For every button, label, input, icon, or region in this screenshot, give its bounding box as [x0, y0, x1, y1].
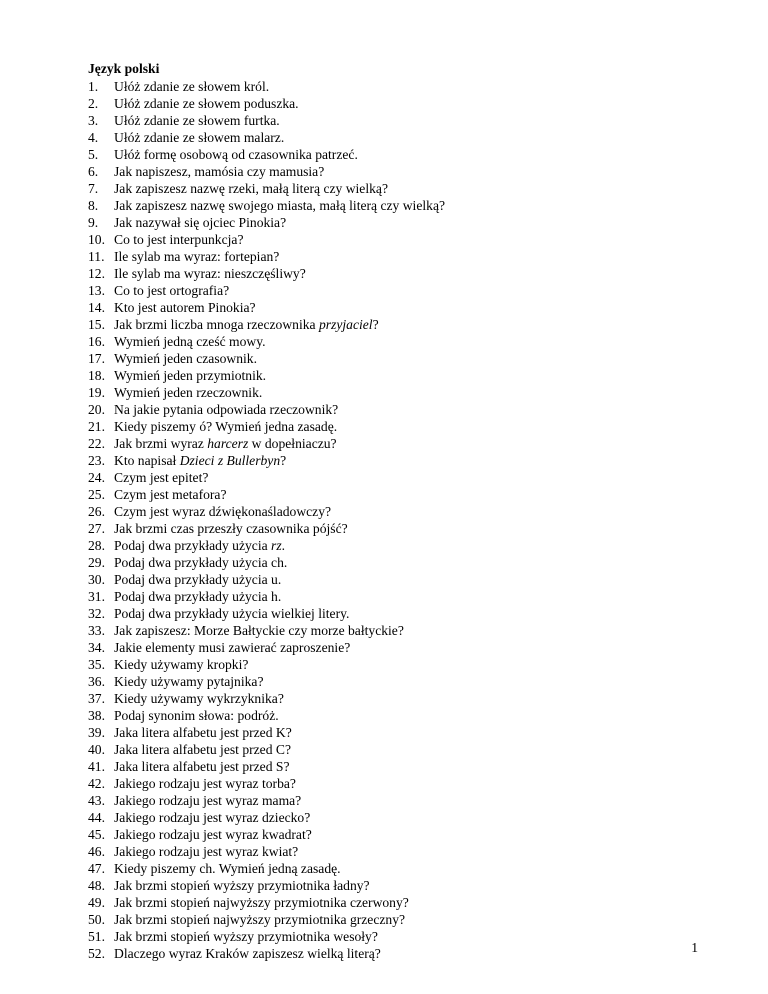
- question-number: 10.: [88, 232, 105, 247]
- question-text: Kiedy piszemy ch. Wymień jedną zasadę.: [114, 861, 341, 876]
- question-number: 51.: [88, 929, 105, 944]
- question-number: 14.: [88, 300, 105, 315]
- question-number: 21.: [88, 419, 105, 434]
- question-item: [88, 299, 445, 316]
- question-number: 45.: [88, 827, 105, 842]
- question-item: [88, 656, 445, 673]
- question-number: 35.: [88, 657, 105, 672]
- question-number: 11.: [88, 249, 105, 264]
- question-item: [88, 435, 445, 452]
- question-text: Jak brzmi liczba mnoga rzeczownika: [114, 317, 319, 332]
- question-text: Jak zapiszesz nazwę rzeki, małą literą czy wielką?: [114, 181, 388, 196]
- question-number: 32.: [88, 606, 105, 621]
- question-item: [88, 928, 445, 945]
- question-text: Jaka litera alfabetu jest przed K?: [114, 725, 292, 740]
- question-text: Kiedy używamy pytajnika?: [114, 674, 264, 689]
- question-text: Ułóż formę osobową od czasownika patrzeć.: [114, 147, 358, 162]
- question-number: 46.: [88, 844, 105, 859]
- question-number: 4.: [88, 130, 99, 145]
- question-item: [88, 673, 445, 690]
- question-item: [88, 486, 445, 503]
- question-item: [88, 894, 445, 911]
- question-number: 37.: [88, 691, 105, 706]
- question-item: [88, 452, 445, 469]
- question-item: [88, 707, 445, 724]
- document-title: Język polski: [88, 61, 160, 76]
- question-item: [88, 741, 445, 758]
- question-number: 43.: [88, 793, 105, 808]
- question-text: Jak brzmi stopień wyższy przymiotnika wesoły?: [114, 929, 378, 944]
- question-number: 16.: [88, 334, 105, 349]
- question-text: Ułóż zdanie ze słowem król.: [114, 79, 270, 94]
- question-text: Czym jest metafora?: [114, 487, 227, 502]
- question-number: 1.: [88, 79, 99, 94]
- question-number: 2.: [88, 96, 99, 111]
- question-item: [88, 78, 445, 95]
- question-item: [88, 945, 445, 962]
- question-italic-term: harcerz: [207, 436, 249, 451]
- question-text: Wymień jeden czasownik.: [114, 351, 257, 366]
- question-item: [88, 197, 445, 214]
- question-number: 38.: [88, 708, 105, 723]
- question-number: 9.: [88, 215, 99, 230]
- question-item: [88, 112, 445, 129]
- question-text: Jaka litera alfabetu jest przed C?: [114, 742, 292, 757]
- question-item: [88, 690, 445, 707]
- question-number: 44.: [88, 810, 105, 825]
- question-text: Ułóż zdanie ze słowem furtka.: [114, 113, 280, 128]
- question-text: Podaj synonim słowa: podróż.: [114, 708, 279, 723]
- question-number: 25.: [88, 487, 105, 502]
- question-number: 31.: [88, 589, 105, 604]
- question-text: Jak brzmi wyraz: [114, 436, 208, 451]
- question-item: [88, 418, 445, 435]
- question-text: Czym jest epitet?: [114, 470, 209, 485]
- question-number: 52.: [88, 946, 105, 961]
- question-item: [88, 724, 445, 741]
- question-number: 6.: [88, 164, 99, 179]
- question-text: Jakiego rodzaju jest wyraz dziecko?: [114, 810, 311, 825]
- question-text-end: ?: [372, 317, 379, 332]
- question-item: [88, 639, 445, 656]
- question-text: Jak nazywał się ojciec Pinokia?: [114, 215, 287, 230]
- question-text: Wymień jeden rzeczownik.: [114, 385, 263, 400]
- question-text: Ile sylab ma wyraz: fortepian?: [114, 249, 280, 264]
- question-item: [88, 401, 445, 418]
- question-text: Kiedy używamy kropki?: [114, 657, 249, 672]
- question-number: 3.: [88, 113, 99, 128]
- question-text: Jak brzmi czas przeszły czasownika pójść?: [114, 521, 348, 536]
- question-text: Jak zapiszesz: Morze Bałtyckie czy morze bałtyckie?: [114, 623, 404, 638]
- question-list: [88, 78, 445, 962]
- question-number: 34.: [88, 640, 105, 655]
- question-number: 42.: [88, 776, 105, 791]
- question-item: [88, 248, 445, 265]
- question-item: [88, 384, 445, 401]
- question-text: Jakiego rodzaju jest wyraz mama?: [114, 793, 302, 808]
- question-item: [88, 316, 445, 333]
- question-item: [88, 95, 445, 112]
- question-text-end: w dopełniaczu?: [248, 436, 337, 451]
- question-text: Jak zapiszesz nazwę swojego miasta, małą literą czy wielką?: [114, 198, 446, 213]
- question-number: 5.: [88, 147, 99, 162]
- question-item: [88, 911, 445, 928]
- question-number: 47.: [88, 861, 105, 876]
- question-number: 8.: [88, 198, 99, 213]
- question-text: Jakiego rodzaju jest wyraz torba?: [114, 776, 296, 791]
- question-text: Podaj dwa przykłady użycia wielkiej litery.: [114, 606, 350, 621]
- question-text: Ułóż zdanie ze słowem malarz.: [114, 130, 285, 145]
- question-italic-term: przyjaciel: [318, 317, 373, 332]
- question-number: 19.: [88, 385, 105, 400]
- question-text: Wymień jeden przymiotnik.: [114, 368, 267, 383]
- question-item: [88, 231, 445, 248]
- question-item: [88, 129, 445, 146]
- question-text: Dlaczego wyraz Kraków zapiszesz wielką literą?: [114, 946, 381, 961]
- question-text: Kto napisał: [114, 453, 180, 468]
- question-number: 26.: [88, 504, 105, 519]
- question-item: [88, 792, 445, 809]
- question-number: 18.: [88, 368, 105, 383]
- question-item: [88, 146, 445, 163]
- question-number: 50.: [88, 912, 105, 927]
- question-number: 48.: [88, 878, 105, 893]
- question-text: Podaj dwa przykłady użycia: [114, 538, 272, 553]
- question-item: [88, 180, 445, 197]
- question-number: 29.: [88, 555, 105, 570]
- question-item: [88, 350, 445, 367]
- question-item: [88, 622, 445, 639]
- question-text: Jak brzmi stopień najwyższy przymiotnika czerwony?: [114, 895, 409, 910]
- question-text: Na jakie pytania odpowiada rzeczownik?: [114, 402, 339, 417]
- question-number: 20.: [88, 402, 105, 417]
- question-item: [88, 775, 445, 792]
- question-text: Jak napiszesz, mamósia czy mamusia?: [114, 164, 325, 179]
- question-item: [88, 571, 445, 588]
- question-number: 28.: [88, 538, 105, 553]
- question-text: Jakie elementy musi zawierać zaproszenie?: [114, 640, 351, 655]
- question-number: 41.: [88, 759, 105, 774]
- question-text-end: ?: [280, 453, 287, 468]
- question-item: [88, 843, 445, 860]
- question-number: 36.: [88, 674, 105, 689]
- question-number: 33.: [88, 623, 105, 638]
- question-item: [88, 758, 445, 775]
- question-number: 40.: [88, 742, 105, 757]
- question-text: Jak brzmi stopień najwyższy przymiotnika grzeczny?: [114, 912, 406, 927]
- question-text: Podaj dwa przykłady użycia u.: [114, 572, 282, 587]
- question-item: [88, 809, 445, 826]
- question-italic-term: rz: [271, 538, 282, 553]
- question-italic-term: Dzieci z Bullerbyn: [179, 453, 281, 468]
- question-item: [88, 860, 445, 877]
- question-item: [88, 877, 445, 894]
- question-item: [88, 367, 445, 384]
- question-text: Czym jest wyraz dźwiękonaśladowczy?: [114, 504, 332, 519]
- question-text: Co to jest ortografia?: [114, 283, 230, 298]
- question-number: 27.: [88, 521, 105, 536]
- question-text: Jak brzmi stopień wyższy przymiotnika ładny?: [114, 878, 370, 893]
- question-item: [88, 826, 445, 843]
- question-text: Kto jest autorem Pinokia?: [114, 300, 256, 315]
- question-text: Kiedy używamy wykrzyknika?: [114, 691, 284, 706]
- question-item: [88, 520, 445, 537]
- question-number: 12.: [88, 266, 105, 281]
- question-item: [88, 554, 445, 571]
- question-number: 24.: [88, 470, 105, 485]
- question-text: Jakiego rodzaju jest wyraz kwiat?: [114, 844, 299, 859]
- question-item: [88, 265, 445, 282]
- question-text: Podaj dwa przykłady użycia ch.: [114, 555, 288, 570]
- question-item: [88, 588, 445, 605]
- question-number: 49.: [88, 895, 105, 910]
- question-number: 23.: [88, 453, 105, 468]
- question-item: [88, 503, 445, 520]
- question-text: Kiedy piszemy ó? Wymień jedna zasadę.: [114, 419, 338, 434]
- question-item: [88, 282, 445, 299]
- question-number: 30.: [88, 572, 105, 587]
- question-number: 7.: [88, 181, 99, 196]
- question-item: [88, 537, 445, 554]
- question-number: 22.: [88, 436, 105, 451]
- question-number: 15.: [88, 317, 105, 332]
- question-item: [88, 163, 445, 180]
- question-item: [88, 333, 445, 350]
- question-text-end: .: [281, 538, 286, 553]
- question-item: [88, 605, 445, 622]
- question-number: 17.: [88, 351, 105, 366]
- question-text: Jaka litera alfabetu jest przed S?: [114, 759, 290, 774]
- question-number: 13.: [88, 283, 105, 298]
- question-item: [88, 469, 445, 486]
- question-text: Podaj dwa przykłady użycia h.: [114, 589, 282, 604]
- question-text: Wymień jedną cześć mowy.: [114, 334, 266, 349]
- question-number: 39.: [88, 725, 105, 740]
- question-item: [88, 214, 445, 231]
- page-number: 1: [691, 940, 698, 955]
- question-text: Jakiego rodzaju jest wyraz kwadrat?: [114, 827, 312, 842]
- question-text: Co to jest interpunkcja?: [114, 232, 244, 247]
- question-text: Ile sylab ma wyraz: nieszczęśliwy?: [114, 266, 306, 281]
- question-text: Ułóż zdanie ze słowem poduszka.: [114, 96, 299, 111]
